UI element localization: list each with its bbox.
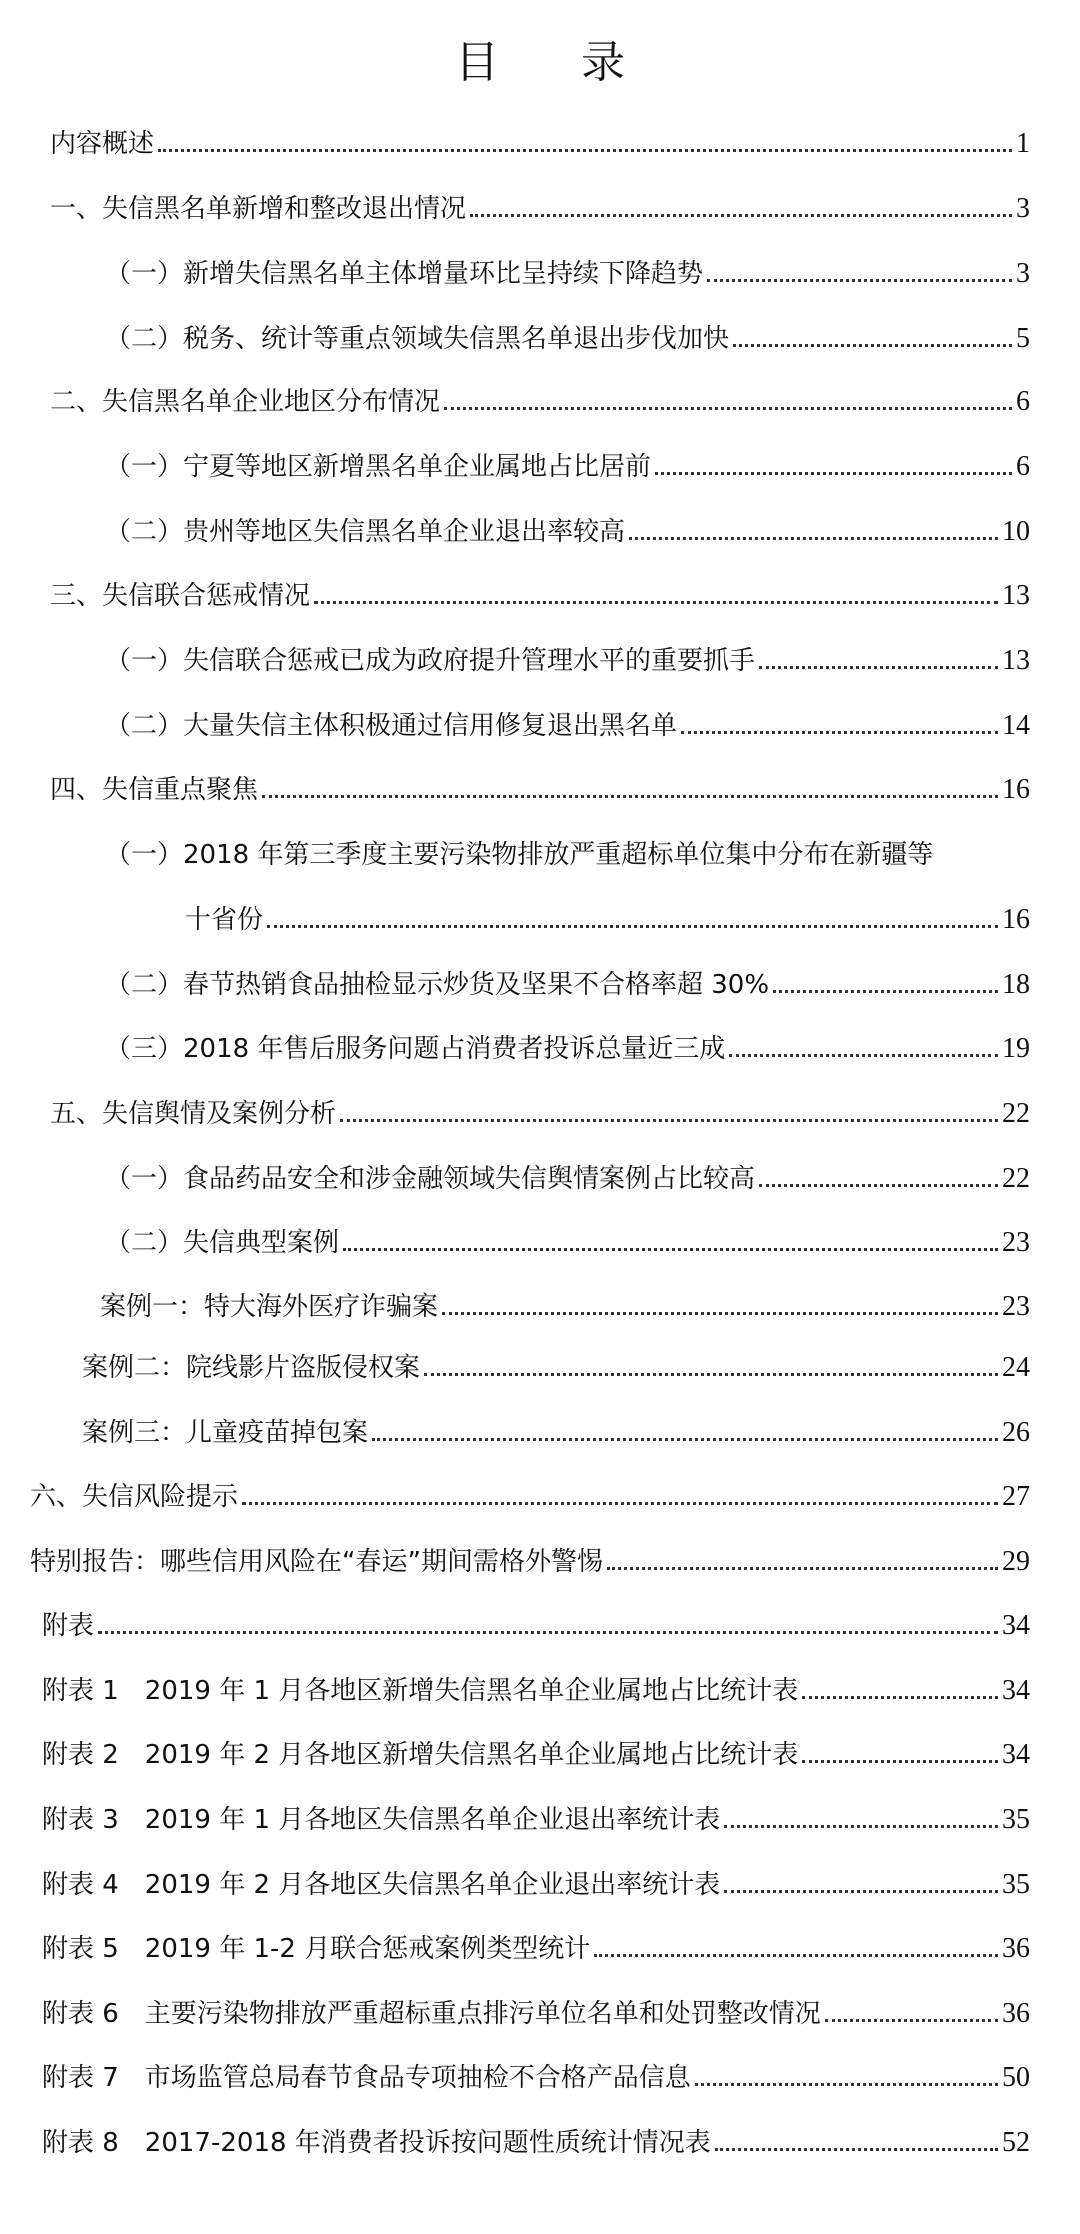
toc-entry-appendix-4[interactable]	[42, 1856, 1030, 1902]
dot-leader	[242, 1502, 998, 1505]
toc-page-number: 5	[1016, 323, 1030, 354]
dot-leader	[98, 1631, 998, 1634]
toc-page-number: 34	[1002, 1675, 1030, 1706]
toc-entry-text: （二）失信典型案例	[105, 1228, 340, 1258]
toc-page-number: 10	[1002, 516, 1030, 547]
toc-entry-section-2-2[interactable]	[105, 503, 1030, 549]
dot-leader	[681, 731, 998, 734]
toc-entry-text: （三）2018 年售后服务问题占消费者投诉总量近三成	[105, 1034, 726, 1064]
toc-entry-text: （一）新增失信黑名单主体增量环比呈持续下降趋势	[105, 259, 704, 289]
dot-leader	[262, 795, 998, 798]
dot-leader	[825, 2019, 998, 2022]
toc-page-number: 16	[1002, 774, 1030, 805]
dot-leader	[343, 1248, 998, 1251]
dot-leader	[607, 1567, 998, 1570]
toc-entry-text: （一）失信联合惩戒已成为政府提升管理水平的重要抓手	[105, 646, 756, 676]
dot-leader	[444, 407, 1012, 410]
toc-entry-text: 四、失信重点聚焦	[50, 775, 259, 805]
toc-page-number: 6	[1016, 386, 1030, 417]
toc-entry-section-3-2[interactable]	[105, 697, 1030, 743]
toc-entry-text: （二）春节热销食品抽检显示炒货及坚果不合格率超 30%	[105, 970, 770, 1000]
toc-page-number: 19	[1002, 1033, 1030, 1064]
toc-page-number: 23	[1002, 1227, 1030, 1258]
toc-page-number: 34	[1002, 1739, 1030, 1770]
toc-entry-text: 附表 3 2019 年 1 月各地区失信黑名单企业退出率统计表	[42, 1805, 721, 1835]
dot-leader	[158, 149, 1012, 152]
dot-leader	[655, 472, 1012, 475]
toc-entry-text: （一）2018 年第三季度主要污染物排放严重超标单位集中分布在新疆等	[105, 840, 934, 870]
toc-entry-section-1[interactable]	[50, 180, 1030, 226]
toc-entry-text: 六、失信风险提示	[30, 1482, 239, 1512]
dot-leader	[715, 2148, 998, 2151]
toc-entry-section-2[interactable]	[50, 373, 1030, 419]
toc-entry-special-report[interactable]	[30, 1533, 1030, 1579]
toc-entry-section-3[interactable]	[50, 567, 1030, 613]
toc-entry-appendix-7[interactable]	[42, 2049, 1030, 2095]
dot-leader	[759, 666, 998, 669]
toc-entry-appendix-6[interactable]	[42, 1985, 1030, 2031]
toc-entry-section-3-1[interactable]	[105, 632, 1030, 678]
toc-entry-text: 一、失信黑名单新增和整改退出情况	[50, 194, 467, 224]
toc-page-number: 18	[1002, 969, 1030, 1000]
toc-entry-text: 附表 8 2017-2018 年消费者投诉按问题性质统计情况表	[42, 2128, 711, 2158]
toc-entry-text: 附表	[42, 1611, 95, 1641]
toc-entry-section-5[interactable]	[50, 1085, 1030, 1131]
toc-page-number: 24	[1002, 1352, 1030, 1383]
toc-page-number: 14	[1002, 710, 1030, 741]
toc-entry-text: 特别报告：哪些信用风险在“春运”期间需格外警惕	[30, 1547, 603, 1577]
toc-page-number: 13	[1002, 645, 1030, 676]
dot-leader	[695, 2083, 998, 2086]
toc-entry-text: 附表 4 2019 年 2 月各地区失信黑名单企业退出率统计表	[42, 1870, 721, 1900]
toc-entry-section-4-1-line1[interactable]	[105, 826, 1030, 872]
toc-page-number: 35	[1002, 1804, 1030, 1835]
toc-page-number: 29	[1002, 1546, 1030, 1577]
toc-entry-text: 内容概述	[50, 129, 155, 159]
toc-entry-text: 附表 7 市场监管总局春节食品专项抽检不合格产品信息	[42, 2063, 691, 2093]
toc-page-number: 22	[1002, 1163, 1030, 1194]
toc-entry-case-2[interactable]	[82, 1339, 1030, 1385]
dot-leader	[442, 1312, 998, 1315]
toc-title: 目 录	[455, 37, 659, 88]
toc-entry-section-5-1[interactable]	[105, 1150, 1030, 1196]
toc-entry-text: （一）宁夏等地区新增黑名单企业属地占比居前	[105, 452, 652, 482]
toc-entry-section-4-2[interactable]	[105, 956, 1030, 1002]
dot-leader	[729, 1054, 998, 1057]
toc-page-number: 34	[1002, 1610, 1030, 1641]
dot-leader	[773, 990, 998, 993]
toc-page-number: 13	[1002, 580, 1030, 611]
toc-entry-case-3[interactable]	[82, 1404, 1030, 1450]
toc-page-number: 3	[1016, 258, 1030, 289]
toc-entry-text: 二、失信黑名单企业地区分布情况	[50, 387, 441, 417]
dot-leader	[594, 1954, 998, 1957]
dot-leader	[802, 1760, 998, 1763]
toc-entry-section-6[interactable]	[30, 1468, 1030, 1514]
toc-entry-text: （二）贵州等地区失信黑名单企业退出率较高	[105, 517, 626, 547]
dot-leader	[724, 1890, 998, 1893]
dot-leader	[340, 1119, 998, 1122]
dot-leader	[802, 1696, 998, 1699]
dot-leader	[314, 601, 998, 604]
toc-entry-text: 附表 1 2019 年 1 月各地区新增失信黑名单企业属地占比统计表	[42, 1676, 799, 1706]
toc-entry-appendix-8[interactable]	[42, 2114, 1030, 2160]
toc-page-number: 1	[1016, 128, 1030, 159]
toc-entry-text: 案例三：儿童疫苗掉包案	[82, 1418, 369, 1448]
dot-leader	[759, 1184, 998, 1187]
toc-entry-text: （二）税务、统计等重点领域失信黑名单退出步伐加快	[105, 324, 730, 354]
toc-entry-appendix-2[interactable]	[42, 1726, 1030, 1772]
toc-page-number: 52	[1002, 2127, 1030, 2158]
toc-entry-text: 附表 2 2019 年 2 月各地区新增失信黑名单企业属地占比统计表	[42, 1740, 799, 1770]
toc-page-number: 16	[1002, 904, 1030, 935]
toc-page-number: 35	[1002, 1869, 1030, 1900]
toc-entry-overview[interactable]	[50, 115, 1030, 161]
toc-entry-text: 五、失信舆情及案例分析	[50, 1099, 337, 1129]
toc-entry-text-continued: 十省份	[185, 905, 264, 935]
toc-entry-text: （二）大量失信主体积极通过信用修复退出黑名单	[105, 711, 678, 741]
dot-leader	[629, 537, 998, 540]
toc-entry-section-2-1[interactable]	[105, 438, 1030, 484]
toc-entry-appendix-1[interactable]	[42, 1662, 1030, 1708]
dot-leader	[267, 925, 998, 928]
toc-entry-appendix-5[interactable]	[42, 1920, 1030, 1966]
toc-entry-section-1-2[interactable]	[105, 310, 1030, 356]
toc-page-number: 6	[1016, 451, 1030, 482]
toc-entry-text: （一）食品药品安全和涉金融领域失信舆情案例占比较高	[105, 1164, 756, 1194]
toc-entry-appendix-3[interactable]	[42, 1791, 1030, 1837]
toc-page-number: 23	[1002, 1291, 1030, 1322]
toc-page-number: 27	[1002, 1481, 1030, 1512]
toc-entry-text: 案例一：特大海外医疗诈骗案	[100, 1292, 439, 1322]
dot-leader	[470, 214, 1012, 217]
toc-page-number: 36	[1002, 1933, 1030, 1964]
dot-leader	[424, 1373, 998, 1376]
dot-leader	[733, 344, 1012, 347]
toc-page-number: 26	[1002, 1417, 1030, 1448]
dot-leader	[707, 279, 1012, 282]
toc-entry-section-1-1[interactable]	[105, 245, 1030, 291]
toc-entry-text: 附表 5 2019 年 1-2 月联合惩戒案例类型统计	[42, 1934, 591, 1964]
toc-page-number: 50	[1002, 2062, 1030, 2093]
toc-entry-section-4-1[interactable]	[185, 891, 1030, 937]
dot-leader	[724, 1825, 998, 1828]
toc-entry-appendix[interactable]	[42, 1597, 1030, 1643]
toc-page-number: 3	[1016, 193, 1030, 224]
toc-entry-text: 三、失信联合惩戒情况	[50, 581, 311, 611]
toc-entry-section-4-3[interactable]	[105, 1020, 1030, 1066]
toc-entry-text: 附表 6 主要污染物排放严重超标重点排污单位名单和处罚整改情况	[42, 1999, 821, 2029]
toc-entry-section-5-2[interactable]	[105, 1214, 1030, 1260]
toc-page-number: 22	[1002, 1098, 1030, 1129]
toc-entry-text: 案例二：院线影片盗版侵权案	[82, 1353, 421, 1383]
toc-entry-section-4[interactable]	[50, 761, 1030, 807]
toc-entry-case-1[interactable]	[100, 1278, 1030, 1324]
dot-leader	[372, 1438, 998, 1441]
toc-page-number: 36	[1002, 1998, 1030, 2029]
